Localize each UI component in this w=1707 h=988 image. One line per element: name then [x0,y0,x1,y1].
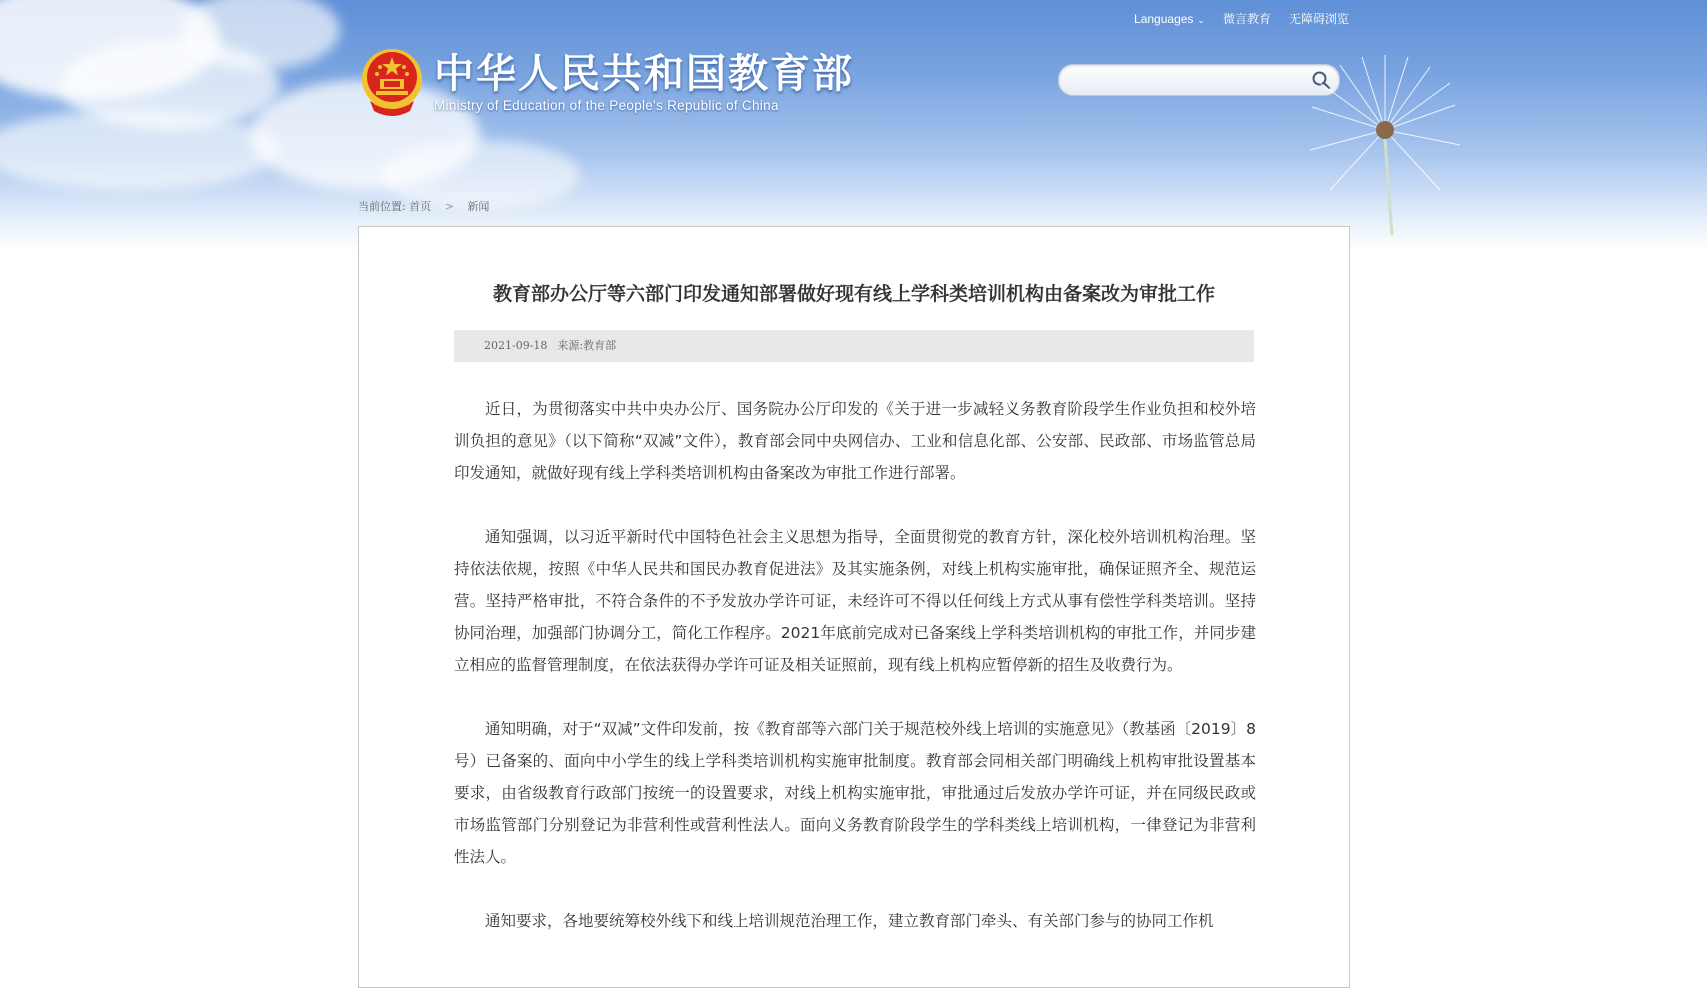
article-title: 教育部办公厅等六部门印发通知部署做好现有线上学科类培训机构由备案改为审批工作 [492,283,1215,305]
breadcrumb-home[interactable]: 首页 [409,200,432,213]
languages-link[interactable] [1134,12,1205,26]
article-source-label: 来源: [557,339,584,352]
brand-english-name: Ministry of Education of the People's Republic of China [434,97,779,113]
chevron-down-icon: ⌄ [1197,15,1205,26]
article-paragraph: 通知强调，以习近平新时代中国特色社会主义思想为指导，全面贯彻党的教育方针，深化校外培训机构治理。坚持依法依规，按照《中华人民共和国民办教育促进法》及其实施条例，对线上机构实施审批，确保证照齐全、规范运营。坚持严格审批，不符合条件的不予发放办学许可证，未经许可不得以任何线上方式从事有偿性学科类培训。坚持协同治理，加强部门协调分工，简化工作程序。2021年底前完成对已备案线上学科类培训机构的审批工作，并同步建立相应的监督管理制度，在依法获得办学许可证及相关证照前，现有线上机构应暂停新的招生及收费行为。 [454,528,1256,674]
article-body [454,393,1256,969]
article-source: 教育部 [583,339,617,352]
site-logo[interactable] [360,45,854,119]
dandelion-decoration [1300,45,1470,235]
brand-chinese-name: 中华人民共和国教育部 [434,50,854,97]
article-panel [358,226,1350,988]
breadcrumb-prefix: 当前位置: [358,200,406,213]
languages-label: Languages [1134,11,1194,26]
cloud-decoration [0,110,280,190]
article-date: 2021-09-18 [484,339,548,352]
accessibility-link[interactable]: 无障碍浏览 [1288,12,1349,26]
breadcrumb-separator: > [444,200,454,213]
breadcrumb-news[interactable]: 新闻 [467,200,490,213]
breadcrumb [358,198,489,214]
top-links [1134,10,1349,27]
article-paragraph: 通知要求，各地要统筹校外线下和线上培训规范治理工作，建立教育部门牵头、有关部门参与的协同工作机 [485,912,1214,930]
brand-text [434,52,854,113]
search-box [1058,64,1340,96]
national-emblem-icon [360,45,424,119]
article-paragraph: 通知明确，对于“双减”文件印发前，按《教育部等六部门关于规范校外线上培训的实施意见》（教基函〔2019〕8号）已备案的、面向中小学生的线上学科类培训机构实施审批制度。教育部会同相关部门明确线上机构审批设置基本要求，由省级教育行政部门按统一的设置要求，对线上机构实施审批，审批通过后发放办学许可证，并在同级民政或市场监管部门分别登记为非营利性或营利性法人。面向义务教育阶段学生的学科类线上培训机构，一律登记为非营利性法人。 [454,720,1256,866]
article-paragraph: 近日，为贯彻落实中共中央办公厅、国务院办公厅印发的《关于进一步减轻义务教育阶段学生作业负担和校外培训负担的意见》（以下简称“双减”文件），教育部会同中央网信办、工业和信息化部、公安部、民政部、市场监管总局印发通知，就做好现有线上学科类培训机构由备案改为审批工作进行部署。 [454,400,1256,482]
weiyan-link[interactable]: 微言教育 [1222,12,1271,26]
search-input[interactable] [1071,65,1305,95]
article-meta [454,330,1254,362]
